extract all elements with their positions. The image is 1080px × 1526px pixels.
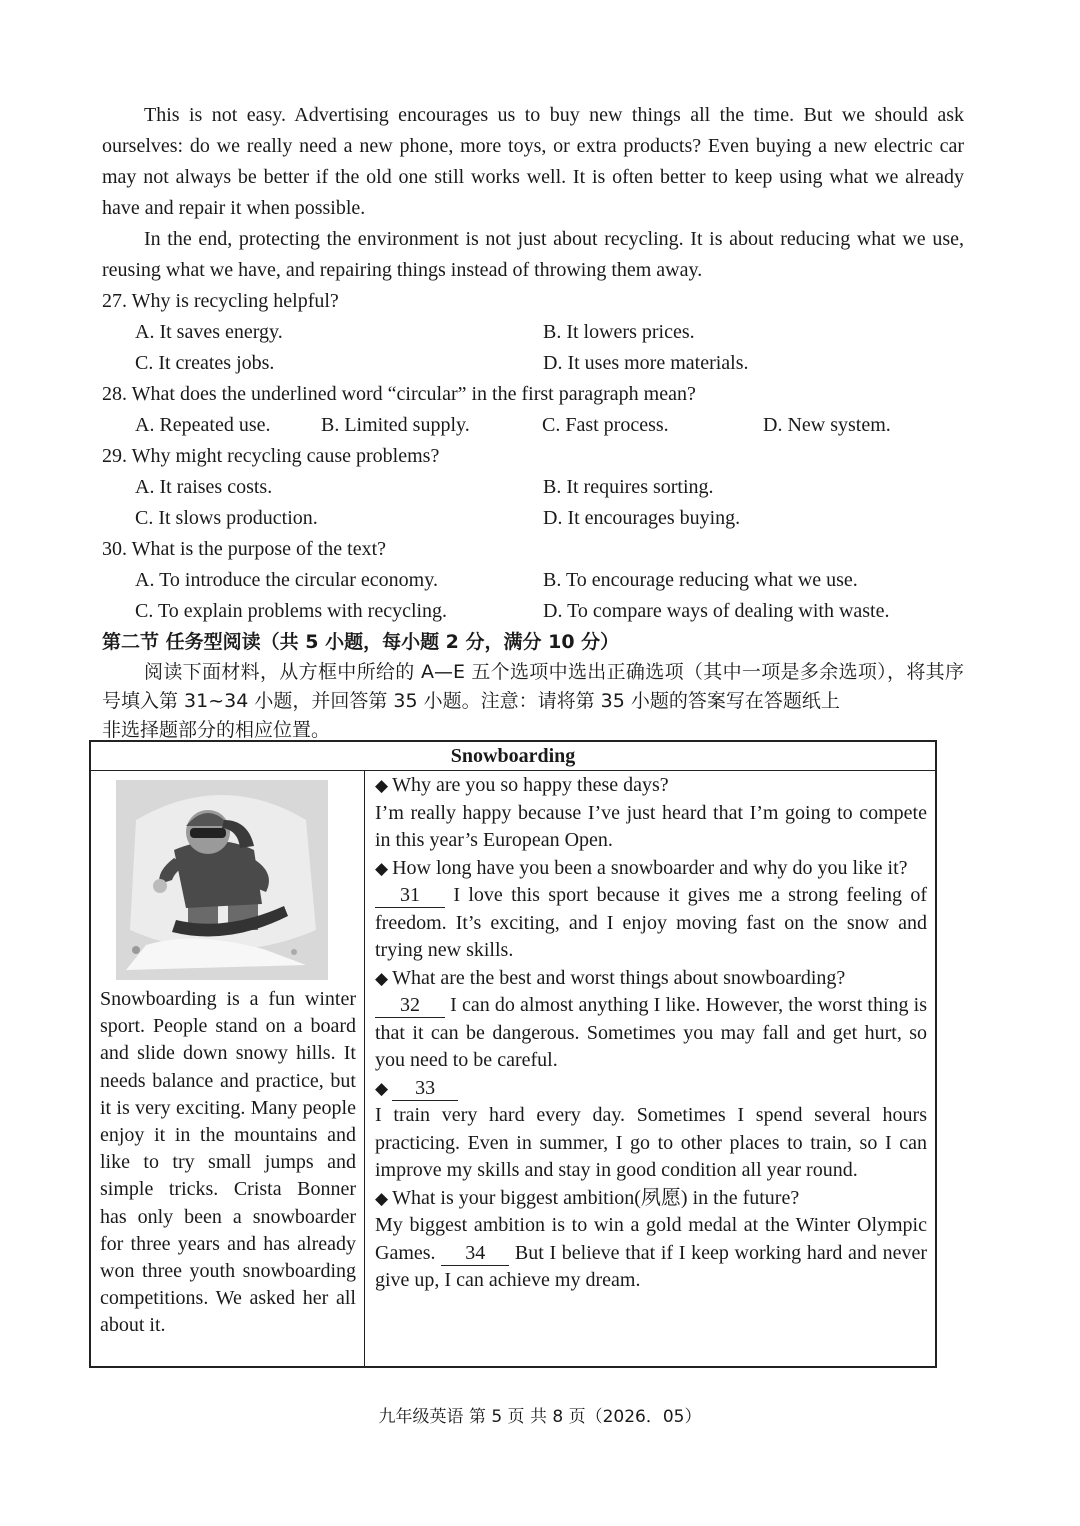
option: C. It slows production.	[135, 507, 318, 529]
option: C. To explain problems with recycling.	[135, 600, 448, 622]
passage-paragraph: This is not easy. Advertising encourages us to buy new things all the time. But we should ask ourselves: do we really need a new phone, more toys, or extra products? Even buying a new electric car may not always be better if the old one still works well. It is often better to keep using what we already have and repair it when possible.	[102, 104, 964, 219]
question-text: What are the best and worst things about snowboarding?	[392, 966, 846, 989]
interview-question	[375, 1075, 927, 1103]
interview-question	[375, 1185, 927, 1213]
question-text: How long have you been a snowboarder and why do you like it?	[392, 856, 908, 879]
box-right-column	[365, 770, 935, 1366]
blank-32[interactable]: 32	[375, 993, 445, 1018]
interview-question	[375, 772, 927, 800]
interview-answer: I train very hard every day. Sometimes I spend several hours practicing. Even in summer, I go to other places to train, so I can improve my skills and stay in good condition all year round.	[375, 1104, 927, 1181]
question-30: 30. What is the purpose of the text?	[102, 538, 387, 560]
blank-34[interactable]: 34	[441, 1241, 509, 1266]
diamond-bullet-icon: ◆	[375, 858, 389, 878]
interview-question	[375, 965, 927, 993]
diamond-bullet-icon: ◆	[375, 1078, 389, 1098]
answer-text: I love this sport because it gives me a strong feeling of freedom. It’s exciting, and I enjoy moving fast on the snow and trying new skills.	[375, 884, 928, 961]
answer-text: My biggest ambition is to win a gold medal at the Winter Olympic Games.	[375, 1214, 927, 1264]
blank-31[interactable]: 31	[375, 883, 445, 908]
question-text: Why are you so happy these days?	[392, 774, 669, 796]
interview-answer	[375, 1212, 927, 1295]
interview-answer	[375, 992, 927, 1075]
passage-paragraph: In the end, protecting the environment is not just about recycling. It is about reducing what we use, reusing what we have, and repairing things instead of throwing them away.	[102, 228, 964, 281]
snowboarder-illustration	[116, 780, 328, 980]
answer-text: I can do almost anything I like. However, the worst thing is that it can be dangerous. Sometimes you may fall and get hurt, so you need to be careful.	[375, 994, 928, 1071]
answer-text: But I believe that if I keep working hard and never give up, I can achieve my dream.	[375, 1241, 927, 1291]
option: A. It saves energy.	[135, 321, 283, 343]
option: D. To compare ways of dealing with waste.	[543, 600, 890, 622]
option: A. It raises costs.	[135, 476, 273, 498]
box-left-column	[91, 770, 365, 1366]
interview-answer: I’m really happy because I’ve just heard that I’m going to compete in this year’s European Open.	[375, 801, 927, 851]
option: D. It encourages buying.	[543, 507, 741, 529]
question-29: 29. Why might recycling cause problems?	[102, 445, 440, 467]
options-27	[102, 317, 964, 379]
options-28	[102, 410, 964, 441]
option: A. To introduce the circular economy.	[135, 569, 438, 591]
page-footer: 九年级英语 第 5 页 共 8 页（2026．05）	[378, 1407, 702, 1427]
option: B. It lowers prices.	[543, 321, 695, 343]
blank-33[interactable]: 33	[392, 1076, 458, 1101]
question-text: What is your biggest ambition(夙愿) in the future?	[392, 1186, 800, 1209]
section-instructions: 阅读下面材料，从方框中所给的 A—E 五个选项中选出正确选项（其中一项是多余选项），将其序号填入第 31~34 小题，并回答第 35 小题。注意：请将第 35 小题的答案写在答题纸上	[102, 661, 964, 712]
reading-box	[89, 740, 937, 1368]
exam-content	[102, 100, 964, 745]
diamond-bullet-icon: ◆	[375, 776, 389, 795]
section-title	[102, 627, 964, 658]
option: A. Repeated use.	[135, 414, 271, 436]
box-title: Snowboarding	[91, 742, 935, 771]
section-title-text: 第二节 任务型阅读（共 5 小题，每小题 2 分，满分 10 分）	[102, 631, 620, 653]
options-30	[102, 565, 964, 627]
option: D. It uses more materials.	[543, 352, 749, 374]
option: C. Fast process.	[542, 414, 669, 436]
question-28: 28. What does the underlined word “circular” in the first paragraph mean?	[102, 383, 696, 405]
diamond-bullet-icon: ◆	[375, 968, 389, 988]
option: D. New system.	[763, 414, 891, 436]
diamond-bullet-icon: ◆	[375, 1188, 389, 1208]
options-29	[102, 472, 964, 534]
interview-answer	[375, 882, 927, 965]
option: B. It requires sorting.	[543, 476, 714, 498]
interview-question	[375, 855, 927, 883]
intro-text: Snowboarding is a fun winter sport. People stand on a board and slide down snowy hills. It needs balance and practice, but it is very exciting. Many people enjoy it in the mountains and like to try small jumps and simple tricks. Crista Bonner has only been a snowboarder for three years and has already won three youth snowboarding competitions. We asked her all about it.	[100, 988, 356, 1337]
question-27: 27. Why is recycling helpful?	[102, 290, 339, 312]
section-instructions-tail: 非选择题部分的相应位置。	[102, 719, 331, 741]
option: B. Limited supply.	[321, 414, 470, 436]
option: C. It creates jobs.	[135, 352, 275, 374]
option: B. To encourage reducing what we use.	[543, 569, 858, 591]
